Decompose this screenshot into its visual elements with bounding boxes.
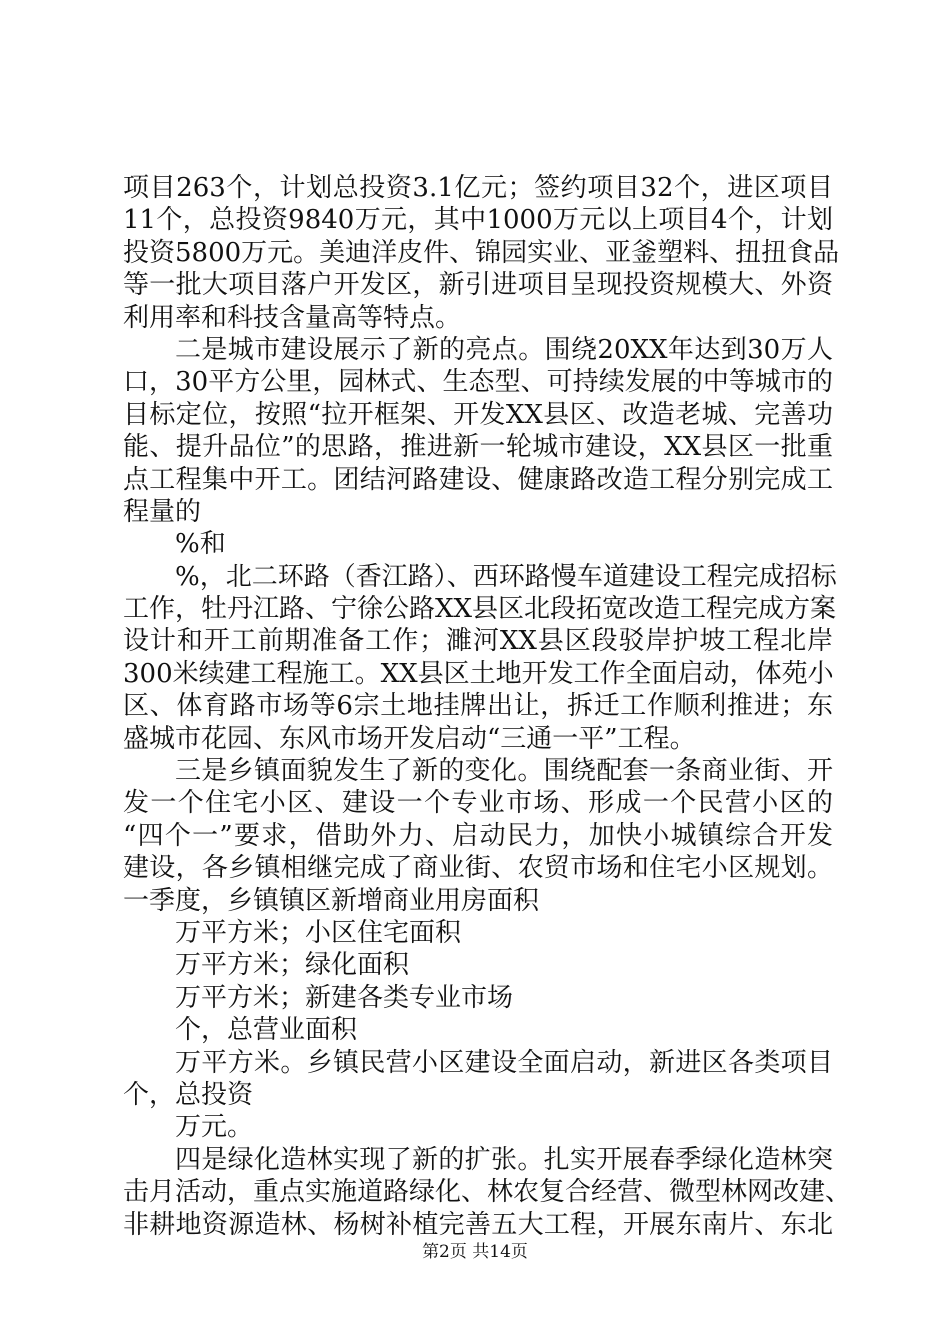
text-line: 300米续建工程施工。XX县区土地开发工作全面启动，体苑小 <box>123 658 834 689</box>
text-line: 个，总投资 <box>123 1079 254 1110</box>
text-line: 万平方米；小区住宅面积 <box>175 917 462 948</box>
text-line: 项目263个，计划总投资3.1亿元；签约项目32个，进区项目 <box>123 173 833 203</box>
text-line: 个，总营业面积 <box>175 1015 358 1046</box>
text-line: “四个一”要求，借助外力、启动民力，加快小城镇综合开发 <box>123 820 833 851</box>
text-line: 万平方米；绿化面积 <box>175 950 410 981</box>
page-footer <box>0 1240 950 1264</box>
text-line: 点工程集中开工。团结河路建设、健康路改造工程分别完成工 <box>123 464 833 495</box>
page-number: 第2页 共14页 <box>422 1242 528 1262</box>
text-line: 发一个住宅小区、建设一个专业市场、形成一个民营小区的 <box>123 788 833 819</box>
text-line: 利用率和科技含量高等特点。 <box>123 302 462 333</box>
document-body <box>123 172 852 1241</box>
text-line: 目标定位，按照“拉开框架、开发XX县区、改造老城、完善功 <box>123 399 833 430</box>
text-line: 11个，总投资9840万元，其中1000万元以上项目4个，计划 <box>123 205 833 236</box>
text-line: 区、体育路市场等6宗土地挂牌出让，拆迁工作顺利推进；东 <box>123 691 833 722</box>
text-line: 能、提升品位”的思路，推进新一轮城市建设，XX县区一批重 <box>123 432 833 463</box>
text-line: 万平方米；新建各类专业市场 <box>175 982 514 1013</box>
text-line: 非耕地资源造林、杨树补植完善五大工程，开展东南片、东北 <box>123 1209 833 1240</box>
text-line: 工作，牡丹江路、宁徐公路XX县区北段拓宽改造工程完成方案 <box>123 594 837 625</box>
text-line: 四是绿化造林实现了新的扩张。扎实开展春季绿化造林突 <box>175 1144 833 1175</box>
text-line: 设计和开工前期准备工作；濉河XX县区段驳岸护坡工程北岸 <box>123 626 833 657</box>
text-line: 盛城市花园、东风市场开发启动“三通一平”工程。 <box>123 723 696 754</box>
text-line: 万元。 <box>175 1112 254 1143</box>
text-line: %，北二环路（香江路）、西环路慢车道建设工程完成招标 <box>175 561 837 592</box>
text-line: 投资5800万元。美迪洋皮件、锦园实业、亚釜塑料、扭扭食品 <box>123 237 840 268</box>
text-line: 等一批大项目落户开发区，新引进项目呈现投资规模大、外资 <box>123 270 833 301</box>
text-line: 万平方米。乡镇民营小区建设全面启动，新进区各类项目 <box>175 1047 833 1078</box>
text-line: 击月活动，重点实施道路绿化、林农复合经营、微型林网改建、 <box>123 1177 852 1208</box>
text-line: 建设，各乡镇相继完成了商业街、农贸市场和住宅小区规划。 <box>123 853 833 884</box>
text-line: %和 <box>175 529 226 560</box>
text-line: 程量的 <box>123 496 202 527</box>
text-line: 口，30平方公里，园林式、生态型、可持续发展的中等城市的 <box>123 367 833 398</box>
text-line: 二是城市建设展示了新的亮点。围绕20XX年达到30万人 <box>175 334 833 365</box>
text-line: 一季度，乡镇镇区新增商业用房面积 <box>123 885 540 916</box>
text-line: 三是乡镇面貌发生了新的变化。围绕配套一条商业街、开 <box>175 756 833 787</box>
